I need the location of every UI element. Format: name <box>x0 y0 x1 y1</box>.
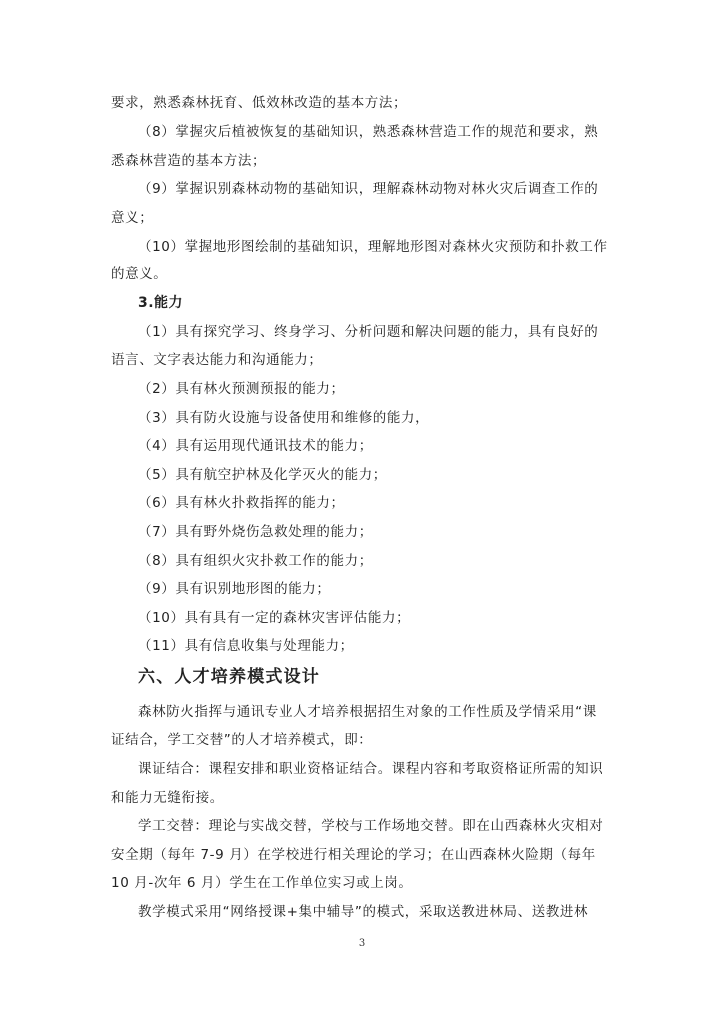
paragraph-line: 课证结合：课程安排和职业资格证结合。课程内容和考取资格证所需的知识 <box>138 761 604 777</box>
list-item: （6）具有林火扑救指挥的能力； <box>138 495 345 511</box>
list-item: （4）具有运用现代通讯技术的能力； <box>138 438 373 454</box>
paragraph-line: 学工交替：理论与实战交替，学校与工作场地交替。即在山西森林火灾相对 <box>138 818 604 834</box>
list-item: （2）具有林火预测预报的能力； <box>138 381 345 397</box>
paragraph-line: 10 月-次年 6 月）学生在工作单位实习或上岗。 <box>111 875 413 891</box>
paragraph-line: 的意义。 <box>111 266 168 282</box>
paragraph-line: 教学模式采用“网络授课+集中辅导”的模式，采取送教进林局、送教进林 <box>138 904 589 920</box>
section-heading: 六、人才培养模式设计 <box>138 667 320 687</box>
paragraph-line: 意义； <box>111 210 154 226</box>
list-item: （9）具有识别地形图的能力； <box>138 581 331 597</box>
paragraph-line: 语言、文字表达能力和沟通能力； <box>111 352 323 368</box>
section-subheading: 3.能力 <box>138 295 184 311</box>
paragraph-line: 证结合，学工交替”的人才培养模式，即： <box>111 732 373 748</box>
paragraph-line: 安全期（每年 7-9 月）在学校进行相关理论的学习；在山西森林火险期（每年 <box>111 847 596 863</box>
list-item: （8）具有组织火灾扑救工作的能力； <box>138 553 373 569</box>
list-item: （1）具有探究学习、终身学习、分析问题和解决问题的能力，具有良好的 <box>138 324 599 340</box>
list-item: （10）具有具有一定的森林灾害评估能力； <box>138 610 411 626</box>
list-item: （7）具有野外烧伤急救处理的能力； <box>138 524 373 540</box>
list-item: （5）具有航空护林及化学灭火的能力； <box>138 467 387 483</box>
paragraph-line: 悉森林营造的基本方法； <box>111 153 267 169</box>
paragraph-line: （8）掌握灾后植被恢复的基础知识，熟悉森林营造工作的规范和要求，熟 <box>138 124 599 140</box>
list-item: （11）具有信息收集与处理能力； <box>138 638 354 654</box>
page-number: 3 <box>358 938 366 949</box>
list-item: （3）具有防火设施与设备使用和维修的能力， <box>138 410 430 426</box>
paragraph-line: 森林防火指挥与通讯专业人才培养根据招生对象的工作性质及学情采用“课 <box>138 704 597 720</box>
paragraph-line: （10）掌握地形图绘制的基础知识，理解地形图对森林火灾预防和扑救工作 <box>138 239 608 255</box>
paragraph-line: （9）掌握识别森林动物的基础知识，理解森林动物对林火灾后调查工作的 <box>138 181 599 197</box>
paragraph-line: 要求，熟悉森林抚育、低效林改造的基本方法； <box>111 95 408 111</box>
paragraph-line: 和能力无缝衔接。 <box>111 790 224 806</box>
